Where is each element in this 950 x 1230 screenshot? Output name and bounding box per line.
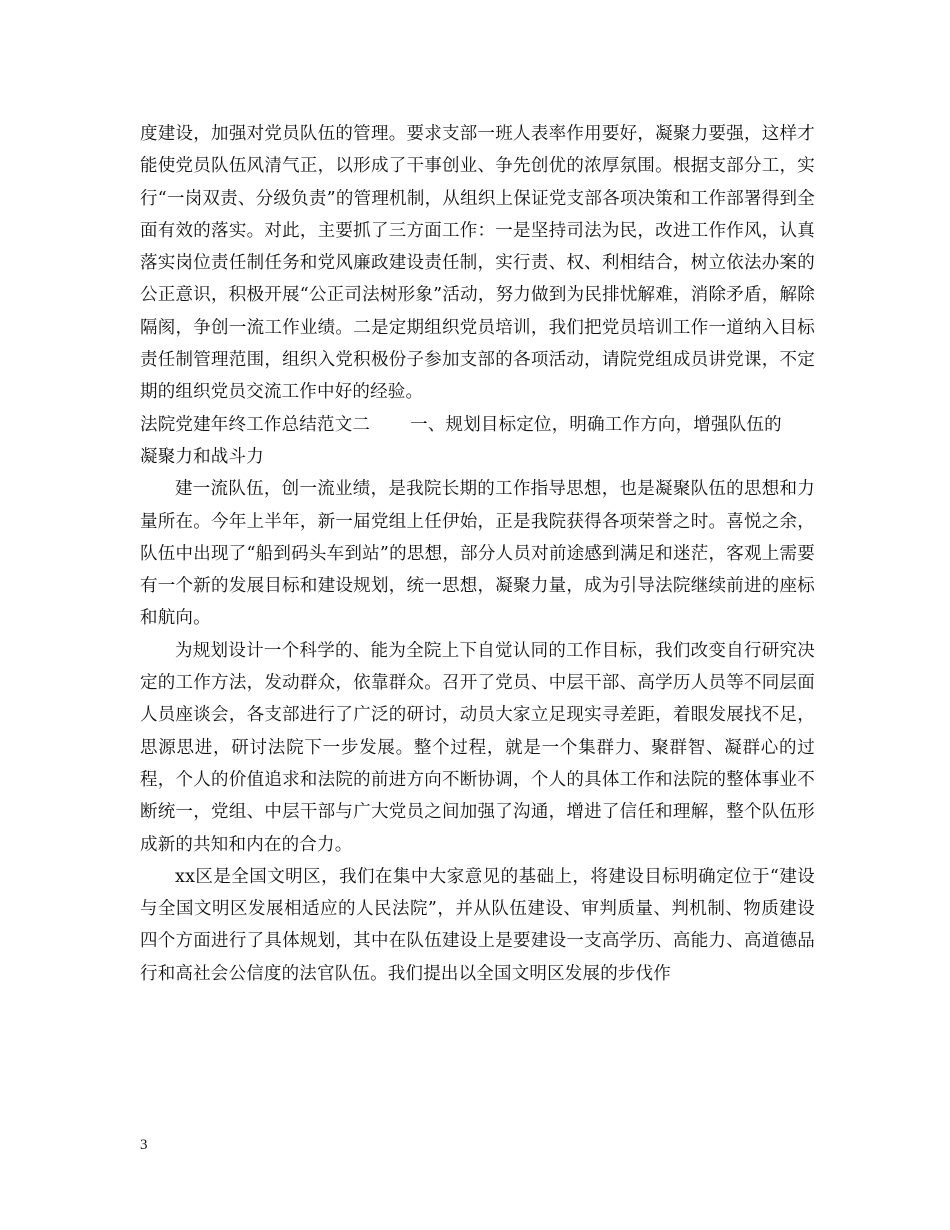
section-heading-line-1: [140, 409, 815, 441]
page-number: 3: [140, 1137, 148, 1153]
paragraph-continuation: 度建设，加强对党员队伍的管理。要求支部一班人表率作用要好，凝聚力要强，这样才能使党员队伍风清气正，以形成了干事创业、争先创优的浓厚氛围。根据支部分工，实行“一岗双责、分级负责”的管理机制，从组织上保证党支部各项决策和工作部署得到全面有效的落实。对此，主要抓了三方面工作：一是坚持司法为民，改进工作作风，认真落实岗位责任制任务和党风廉政建设责任制，实行责、权、利相结合，树立依法办案的公正意识，积极开展“公正司法树形象”活动，努力做到为民排忧解难，消除矛盾，解除隔阂，争创一流工作业绩。二是定期组织党员培训，我们把党员培训工作一道纳入目标责任制管理范围，组织入党积极份子参加支部的各项活动，请院党组成员讲党课，不定期的组织党员交流工作中好的经验。: [140, 124, 815, 403]
document-body: [140, 118, 815, 990]
section-heading-line-2: 凝聚力和战斗力: [140, 446, 264, 467]
paragraph-1: 建一流队伍，创一流业绩，是我院长期的工作指导思想，也是凝聚队伍的思想和力量所在。今年上半年，新一届党组上任伊始，正是我院获得各项荣誉之时。喜悦之余，队伍中出现了“船到码头车到站”的思想，部分人员对前途感到满足和迷茫，客观上需要有一个新的发展目标和建设规划，统一思想，凝聚力量，成为引导法院继续前进的座标和航向。: [140, 479, 815, 629]
paragraph-3: xx区是全国文明区，我们在集中大家意见的基础上，将建设目标明确定位于“建设与全国文明区发展相适应的人民法院”，并从队伍建设、审判质量、判机制、物质建设四个方面进行了具体规划，其中在队伍建设上是要建设一支高学历、高能力、高道德品行和高社会公信度的法官队伍。我们提出以全国文明区发展的步伐作: [140, 866, 815, 984]
document-title: 法院党建年终工作总结范文二: [140, 414, 371, 435]
paragraph-2: 为规划设计一个科学的、能为全院上下自觉认同的工作目标，我们改变自行研究决定的工作方法，发动群众，依靠群众。召开了党员、中层干部、高学历人员等不同层面人员座谈会，各支部进行了广泛的研讨，动员大家立足现实寻差距，着眼发展找不足，思源思进，研讨法院下一步发展。整个过程，就是一个集群力、聚群智、凝群心的过程，个人的价值追求和法院的前进方向不断协调，个人的具体工作和法院的整体事业不断统一，党组、中层干部与广大党员之间加强了沟通，增进了信任和理解，整个队伍形成新的共知和内在的合力。: [140, 640, 815, 855]
section-subtitle: 一、规划目标定位，明确工作方向，增强队伍的: [410, 414, 782, 435]
